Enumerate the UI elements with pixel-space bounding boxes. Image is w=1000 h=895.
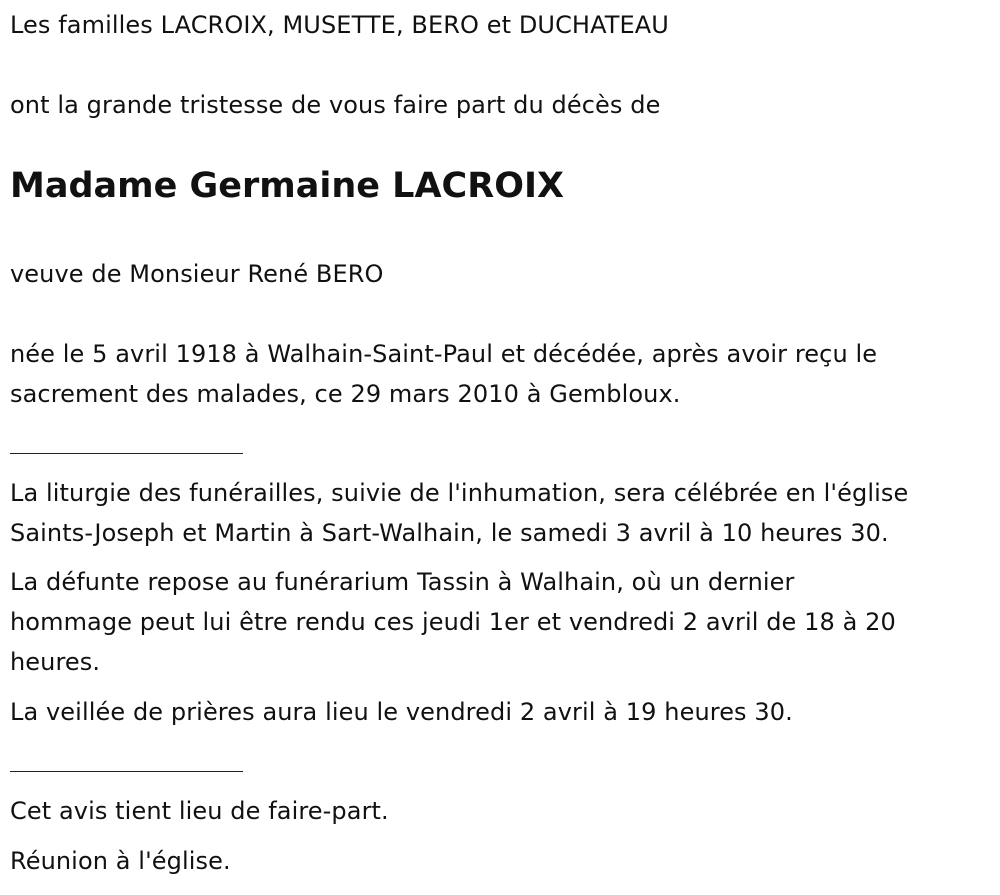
funeral-line-1: La liturgie des funérailles, suivie de l'inhumation, sera célébrée en l'église: [10, 479, 909, 507]
repose-line-1: La défunte repose au funérarium Tassin à Walhain, où un dernier: [10, 568, 795, 596]
deceased-name: Madame Germaine LACROIX: [10, 166, 564, 206]
repose-line-3: heures.: [10, 648, 101, 676]
separator-line: [10, 453, 243, 454]
birth-death-line-1: née le 5 avril 1918 à Walhain-Saint-Paul et décédée, après avoir reçu le: [10, 340, 878, 368]
notice-line: Cet avis tient lieu de faire-part.: [10, 797, 389, 825]
repose-line-2: hommage peut lui être rendu ces jeudi 1er et vendredi 2 avril de 18 à 20: [10, 608, 896, 636]
families-line: Les familles LACROIX, MUSETTE, BERO et DUCHATEAU: [10, 11, 669, 39]
meeting-line: Réunion à l'église.: [10, 847, 231, 875]
separator-line: [10, 771, 243, 772]
intro-line: ont la grande tristesse de vous faire part du décès de: [10, 91, 661, 119]
birth-death-line-2: sacrement des malades, ce 29 mars 2010 à Gembloux.: [10, 380, 681, 408]
vigil-line: La veillée de prières aura lieu le vendredi 2 avril à 19 heures 30.: [10, 698, 793, 726]
funeral-line-2: Saints-Joseph et Martin à Sart-Walhain, le samedi 3 avril à 10 heures 30.: [10, 519, 889, 547]
widow-line: veuve de Monsieur René BERO: [10, 260, 384, 288]
